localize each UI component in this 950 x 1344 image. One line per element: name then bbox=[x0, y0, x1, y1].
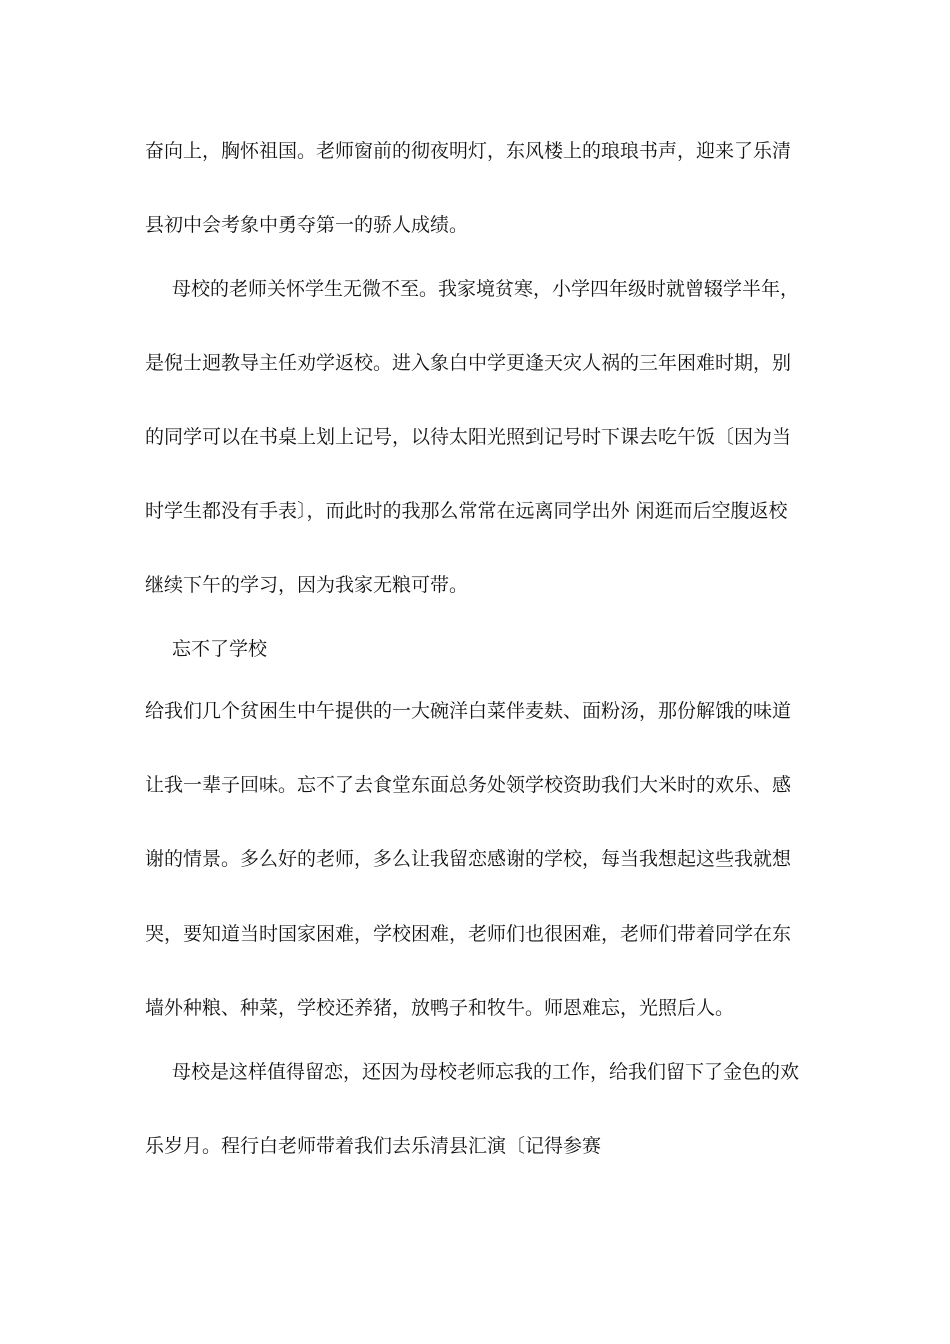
text-line-11: 谢的情景。多么好的老师，多么让我留恋感谢的学校，每当我想起这些我就想 bbox=[145, 848, 792, 870]
paragraph-start-line-3: 母校的老师关怀学生无微不至。我家境贫寒，小学四年级时就曾辍学半年， bbox=[172, 278, 800, 300]
text-line-2: 县初中会考象中勇夺第一的骄人成绩。 bbox=[145, 214, 469, 236]
text-line-15: 乐岁月。程行白老师带着我们去乐清县汇演〔记得参赛 bbox=[145, 1135, 602, 1157]
text-line-12: 哭，要知道当时国家困难，学校困难，老师们也很困难，老师们带着同学在东 bbox=[145, 923, 792, 945]
text-line-13: 墙外种粮、种菜，学校还养猪，放鸭子和牧牛。师恩难忘，光照后人。 bbox=[145, 997, 735, 1019]
text-line-1: 奋向上，胸怀祖国。老师窗前的彻夜明灯，东风楼上的琅琅书声，迎来了乐清 bbox=[145, 140, 792, 162]
text-line-7: 继续下午的学习，因为我家无粮可带。 bbox=[145, 574, 469, 596]
text-line-9: 给我们几个贫困生中午提供的一大碗洋白菜伴麦麸、面粉汤，那份解饿的味道 bbox=[145, 700, 792, 722]
text-line-6: 时学生都没有手表〕，而此时的我那么常常在远离同学出外 闲逛而后空腹返校 bbox=[145, 500, 788, 522]
paragraph-start-line-14: 母校是这样值得留恋，还因为母校老师忘我的工作，给我们留下了金色的欢 bbox=[172, 1061, 800, 1083]
text-line-10: 让我一辈子回味。忘不了去食堂东面总务处领学校资助我们大米时的欢乐、感 bbox=[145, 774, 792, 796]
paragraph-start-line-8: 忘不了学校 bbox=[172, 638, 268, 660]
text-line-5: 的同学可以在书桌上划上记号，以待太阳光照到记号时下课去吃午饭〔因为当 bbox=[145, 426, 792, 448]
text-line-4: 是倪士迥教导主任劝学返校。进入象白中学更逢天灾人祸的三年困难时期，别 bbox=[145, 352, 792, 374]
